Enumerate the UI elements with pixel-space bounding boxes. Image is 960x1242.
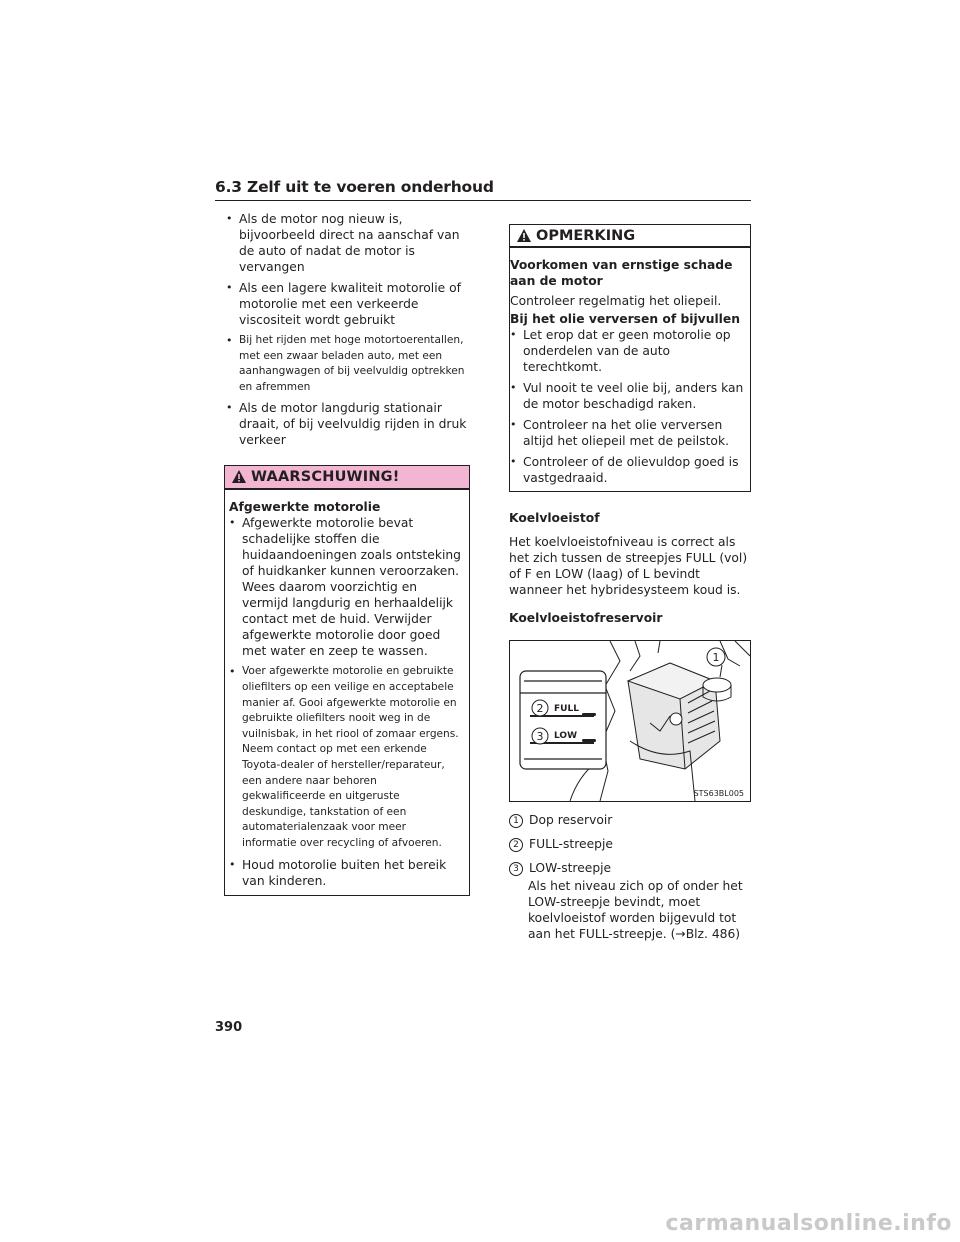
legend-number: 1 [509, 814, 523, 828]
warning-label: WAARSCHUWING! [251, 469, 400, 486]
note-box [509, 224, 751, 492]
warning-subtitle: Afgewerkte motorolie [229, 500, 381, 515]
list-item: • Let erop dat er geen motorolie op onderdelen van de auto terechtkomt. [510, 327, 746, 375]
list-item: • Afgewerkte motorolie bevat schadelijke stoffen die huidaandoeningen zoals ontsteking of huidkanker kunnen veroorzaken. Wees daarom voorzichtig en vermijd langdurig en herhaaldelijk contact met de huid. Verwijder afgewerkte motorolie door goed met water en zeep te wassen. [229, 515, 463, 659]
legend-list [509, 812, 751, 942]
note-subtitle: Bij het olie verversen of bijvullen [510, 312, 740, 326]
note-header [510, 225, 750, 248]
legend-item [509, 812, 751, 828]
warning-body [225, 490, 469, 894]
right-column [509, 224, 751, 942]
note-list [510, 327, 746, 486]
callout-3: 3 [536, 730, 544, 743]
page-number: 390 [215, 1020, 243, 1035]
legend-label: LOW-streepje [529, 861, 612, 875]
note-text: Controleer regelmatig het oliepeil. [510, 294, 722, 308]
reservoir-drawing [510, 641, 750, 801]
section-header [215, 178, 751, 201]
list-item: • Als de motor nog nieuw is, bijvoorbeeld direct na aanschaf van de auto of nadat de motor is vervangen [226, 211, 474, 275]
callout-1: 1 [712, 651, 720, 664]
legend-item [509, 860, 751, 876]
full-mark-label: FULL [554, 704, 579, 714]
list-item: • Houd motorolie buiten het bereik van kinderen. [229, 857, 463, 889]
coolant-heading: Koelvloeistof [509, 511, 600, 525]
list-item: • Controleer na het olie verversen altijd het oliepeil met de peilstok. [510, 417, 746, 449]
legend-label: FULL-streepje [529, 837, 613, 851]
note-label: OPMERKING [536, 227, 636, 244]
list-item: • Voer afgewerkte motorolie en gebruikte oliefilters op een veilige en acceptabele manier af. Gooi afgewerkte motorolie en gebruikte oliefilters nooit weg in de vuilnisbak, in het riool of zomaar ergens. Neem contact op met een erkende Toyota-dealer of hersteller/reparateur, een andere naar behoren gekwalificeerde en uitgeruste deskundige, tankstation of een automaterialenzaak voor meer informatie over recycling of afvoeren. [229, 664, 463, 851]
list-item: • Als een lagere kwaliteit motorolie of motorolie met een verkeerde viscositeit wordt gebruikt [226, 280, 474, 328]
list-item: • Bij het rijden met hoge motortoerentallen, met een zwaar beladen auto, met een aanhangwagen of bij veelvuldig optrekken en afremmen [226, 333, 474, 395]
caution-triangle-icon [516, 228, 532, 243]
legend-description: Als het niveau zich op of onder het LOW-streepje bevindt, moet koelvloeistof worden bijgevuld tot aan het FULL-streepje. (→Blz. 486) [528, 879, 743, 941]
left-column [226, 211, 474, 896]
watermark: carmanualsonline.info [665, 1211, 952, 1236]
warning-triangle-icon [231, 469, 247, 484]
reservoir-illustration [509, 640, 751, 802]
reservoir-heading: Koelvloeistofreservoir [509, 611, 663, 625]
warning-header [225, 466, 469, 490]
low-mark-label: LOW [554, 731, 577, 741]
list-item: • Vul nooit te veel olie bij, anders kan de motor beschadigd raken. [510, 380, 746, 412]
legend-label: Dop reservoir [529, 813, 613, 827]
illustration-code: STS63BL005 [693, 789, 744, 798]
list-item: • Als de motor langdurig stationair draait, of bij veelvuldig rijden in druk verkeer [226, 400, 474, 448]
legend-item [509, 836, 751, 852]
note-subtitle: Voorkomen van ernstige schade aan de motor [510, 258, 733, 288]
warning-list [229, 515, 463, 888]
callout-2: 2 [536, 702, 544, 715]
coolant-text: Het koelvloeistofniveau is correct als het zich tussen de streepjes FULL (vol) of F en LOW (laag) of L bevindt wanneer het hybridesysteem koud is. [509, 535, 748, 597]
note-body [510, 248, 750, 491]
legend-number: 2 [509, 838, 523, 852]
legend-number: 3 [509, 862, 523, 876]
warning-box [224, 465, 470, 895]
section-title: 6.3 Zelf uit te voeren onderhoud [215, 178, 494, 196]
condition-list [226, 211, 474, 448]
list-item: • Controleer of de olievuldop goed is vastgedraaid. [510, 454, 746, 486]
